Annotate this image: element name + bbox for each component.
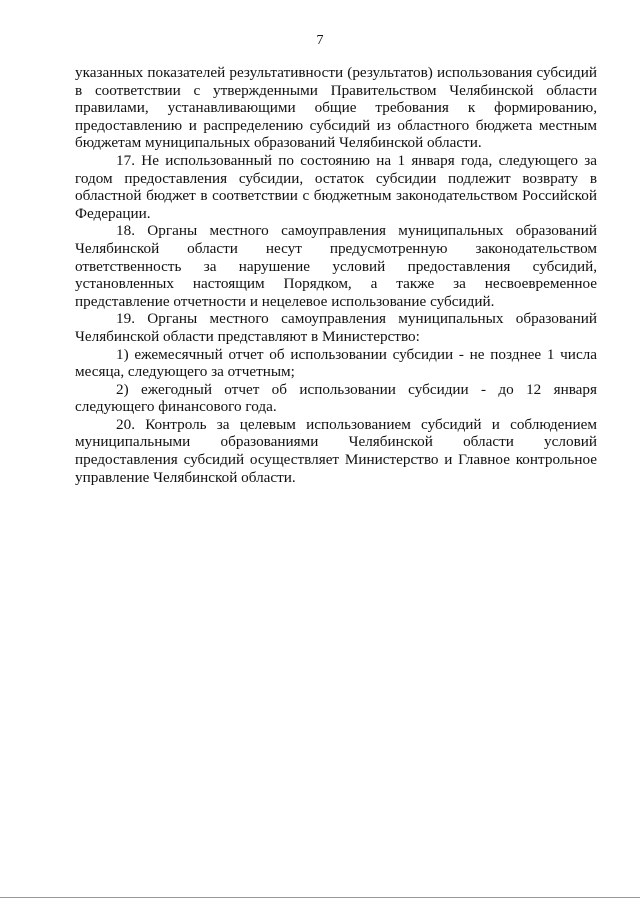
paragraph-17: 17. Не использованный по состоянию на 1 января года, следующего за годом предоставления субсидии, остаток субсидии подлежит возврату в областной бюджет в соответствии с бюджетным законодательством Российской Федерации. [75,151,597,222]
paragraph-19: 19. Органы местного самоуправления муниципальных образований Челябинской области представляют в Министерство: [75,310,597,345]
paragraph-18: 18. Органы местного самоуправления муниципальных образований Челябинской области несут предусмотренную законодательством ответственность за нарушение условий предоставления субсидий, установленных настоящим Порядком, а также за несвоевременное представление отчетности и нецелевое использование субсидий. [75,222,597,310]
paragraph-continuation: указанных показателей результативности (результатов) использования субсидий в соответствии с утвержденными Правительством Челябинской области правилами, устанавливающими общие требования к формированию, предоставлению и распределению субсидий из областного бюджета местным бюджетам муниципальных образований Челябинской области. [75,64,597,152]
paragraph-19-item-1: 1) ежемесячный отчет об использовании субсидии - не позднее 1 числа месяца, следующего за отчетным; [75,345,597,381]
page-number: 7 [316,33,324,48]
paragraph-19-item-2: 2) ежегодный отчет об использовании субсидии - до 12 января следующего финансового года. [75,380,597,416]
document-body [75,64,597,486]
paragraph-20: 20. Контроль за целевым использованием субсидий и соблюдением муниципальными образованиями Челябинской области условий предоставления субсидий осуществляет Министерство и Главное контрольное управление Челябинской области. [75,415,597,486]
bottom-scan-edge [0,897,640,898]
